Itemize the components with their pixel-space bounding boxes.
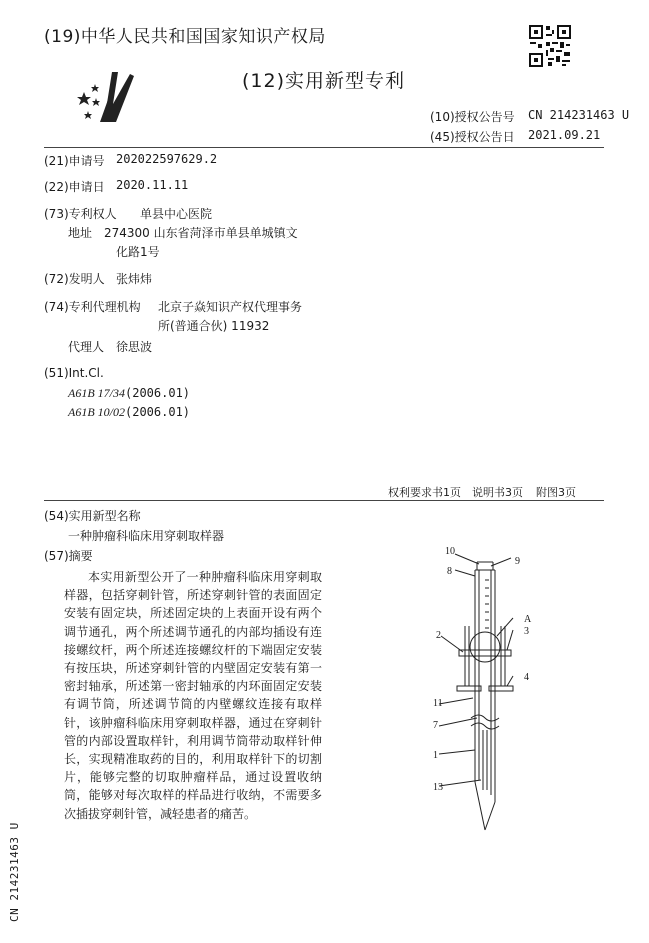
- address-line2: 化路1号: [116, 245, 160, 259]
- description-pages: 说明书3页: [472, 486, 523, 499]
- issuing-office: (19)中华人民共和国国家知识产权局: [44, 27, 326, 47]
- abstract-label: (57)摘要: [44, 549, 93, 563]
- device-drawing: [425, 540, 535, 850]
- title-label: (54)实用新型名称: [44, 509, 141, 523]
- pub-date-label: (45)授权公告日: [430, 130, 515, 144]
- ipc-entry: [68, 405, 190, 420]
- figure-label: 11: [433, 698, 443, 709]
- side-publication-number: CN 214231463 U: [8, 822, 21, 922]
- figure-label: 7: [433, 720, 438, 731]
- app-no: 202022597629.2: [116, 152, 218, 166]
- figure-label: 8: [447, 566, 452, 577]
- figure-label: 1: [433, 750, 438, 761]
- figure-label: 4: [524, 672, 529, 683]
- figure-label: 3: [524, 626, 529, 637]
- patentee: 单县中心医院: [140, 207, 213, 221]
- header-divider: [44, 147, 604, 148]
- ipc-version: (2006.01): [125, 405, 191, 419]
- drawings-pages: 附图3页: [536, 486, 576, 499]
- agency-label: (74)专利代理机构: [44, 300, 141, 314]
- app-date-label: (22)申请日: [44, 180, 105, 194]
- pub-no: CN 214231463 U: [528, 108, 630, 122]
- pub-no-label: (10)授权公告号: [430, 110, 515, 124]
- ipc-label: (51)Int.Cl.: [44, 366, 104, 380]
- inventor: 张炜炜: [116, 272, 153, 286]
- figure-label: 10: [445, 546, 455, 557]
- app-date: 2020.11.11: [116, 178, 189, 192]
- figure-label: 2: [436, 630, 441, 641]
- figure-label: A: [524, 614, 532, 625]
- agent-label: 代理人: [68, 340, 105, 354]
- agency-line1: 北京子焱知识产权代理事务: [158, 300, 303, 314]
- patentee-label: (73)专利权人: [44, 207, 117, 221]
- figure-label: 13: [433, 782, 443, 793]
- utility-model-title: 一种肿瘤科临床用穿刺取样器: [68, 529, 225, 543]
- ipc-version: (2006.01): [125, 386, 191, 400]
- section-divider: [44, 500, 604, 501]
- agent: 徐思波: [116, 340, 153, 354]
- claims-pages: 权利要求书1页: [388, 486, 461, 499]
- cnipa-emblem-icon: [74, 64, 138, 124]
- ipc-code: A61B 17/34: [68, 386, 125, 400]
- address-line1: 274300 山东省菏泽市单县单城镇文: [104, 226, 298, 240]
- ipc-code: A61B 10/02: [68, 405, 125, 419]
- ipc-entry: [68, 386, 190, 401]
- abstract-text: 本实用新型公开了一种肿瘤科临床用穿刺取样器，包括穿刺针管，所述穿刺针管的表面固定安装有固定块，所述固定块的上表面开设有两个调节通孔，两个所述调节通孔的内部均插设有连接螺纹杆，两个所述连接螺纹杆的下端固定安装有按压块，所述穿刺针管的内壁固定安装有第一密封轴承，所述第一密封轴承的内环面固定安装有调节筒，所述调节筒的内壁螺纹连接有取样针，该肿瘤科临床用穿刺取样器，通过在穿刺针管的内部设置取样针，利用调节筒带动取样针伸长，实现精准取药的目的，利用取样针下的切割片，能够完整的切取肿瘤样品，通过设置收纳筒，能够对每次取样的样品进行收纳，不需要多次插拔穿刺针管，减轻患者的痛苦。: [64, 570, 322, 821]
- agency-line2: 所(普通合伙) 11932: [158, 319, 270, 333]
- qr-code-icon: [528, 24, 572, 68]
- address-label: 地址: [68, 226, 93, 240]
- inventor-label: (72)发明人: [44, 272, 105, 286]
- app-no-label: (21)申请号: [44, 154, 105, 168]
- pub-date: 2021.09.21: [528, 128, 601, 142]
- document-type: (12)实用新型专利: [242, 70, 406, 92]
- figure-label: 9: [515, 556, 520, 567]
